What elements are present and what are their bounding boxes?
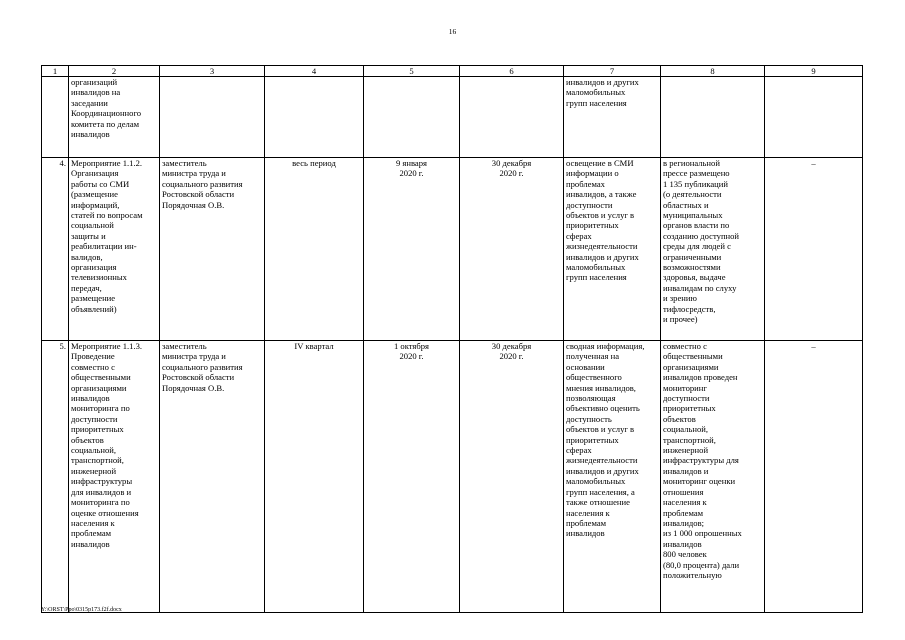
column-header: 4 (265, 66, 364, 77)
responsible-cell (160, 77, 265, 158)
responsible-cell: заместитель министра труда и социального развития Ростовской области Порядочная О.В. (160, 158, 265, 341)
event-cell: Мероприятие 1.1.2. Организация работы со СМИ (размещение информаций, статей по вопросам социальной защиты и реабилитации ин- валидов, организация телевизионных передач, размещение объявлений) (69, 158, 160, 341)
table-header-row (42, 66, 863, 77)
end-date-cell: 30 декабря 2020 г. (460, 158, 564, 341)
page-number: 16 (448, 27, 457, 36)
note-cell: – (765, 341, 863, 613)
note-cell (765, 77, 863, 158)
actual-result-cell: совместно с общественными организациями инвалидов проведен мониторинг доступности приоритетных объектов социальной, транспортной, инженерной инфраструктуры для инвалидов и мониторинг оценки отношения населения к проблемам инвалидов; из 1 000 опрошенных инвалидов 800 человек (80,0 процента) дали положительную (661, 341, 765, 613)
actual-result-cell (661, 77, 765, 158)
column-header: 5 (364, 66, 460, 77)
expected-result-cell: освещение в СМИ информации о проблемах инвалидов, а также доступности объектов и услуг в приоритетных сферах жизнедеятельности инвалидов и других маломобильных групп населения (564, 158, 661, 341)
table-row (42, 341, 863, 613)
footer-file-path: Y:\ORST\Ppo\0315p173.f2f.docx (41, 607, 122, 613)
table-row (42, 158, 863, 341)
expected-result-cell: сводная информация, полученная на основании общественного мнения инвалидов, позволяющая объективно оценить доступность объектов и услуг в приоритетных сферах жизнедеятельности инвалидов и других маломобильных групп населения, а также отношение населения к проблемам инвалидов (564, 341, 661, 613)
event-cell: организаций инвалидов на заседании Координационного комитета по делам инвалидов (69, 77, 160, 158)
note-cell: – (765, 158, 863, 341)
column-header: 1 (42, 66, 69, 77)
column-header: 7 (564, 66, 661, 77)
column-header: 9 (765, 66, 863, 77)
end-date-cell: 30 декабря 2020 г. (460, 341, 564, 613)
row-number (42, 77, 69, 158)
end-date-cell (460, 77, 564, 158)
start-date-cell (364, 77, 460, 158)
column-header: 2 (69, 66, 160, 77)
column-header: 3 (160, 66, 265, 77)
expected-result-cell: инвалидов и других маломобильных групп населения (564, 77, 661, 158)
table-row (42, 77, 863, 158)
row-number: 5. (42, 341, 69, 613)
column-header: 6 (460, 66, 564, 77)
period-cell: весь период (265, 158, 364, 341)
responsible-cell: заместитель министра труда и социального развития Ростовской области Порядочная О.В. (160, 341, 265, 613)
events-table (41, 65, 863, 613)
start-date-cell: 1 октября 2020 г. (364, 341, 460, 613)
period-cell: IV квартал (265, 341, 364, 613)
column-header: 8 (661, 66, 765, 77)
start-date-cell: 9 января 2020 г. (364, 158, 460, 341)
period-cell (265, 77, 364, 158)
event-cell: Мероприятие 1.1.3. Проведение совместно с общественными организациями инвалидов мониторинга по доступности приоритетных объектов социальной, транспортной, инженерной инфраструктуры для инвалидов и мониторинга по оценке отношения населения к проблемам инвалидов (69, 341, 160, 613)
row-number: 4. (42, 158, 69, 341)
actual-result-cell: в региональной прессе размещено 1 135 публикаций (о деятельности областных и муниципальных органов власти по созданию доступной среды для людей с ограниченными возможностями здоровья, выдаче инвалидам по слуху и зрению тифлосредств, и прочее) (661, 158, 765, 341)
